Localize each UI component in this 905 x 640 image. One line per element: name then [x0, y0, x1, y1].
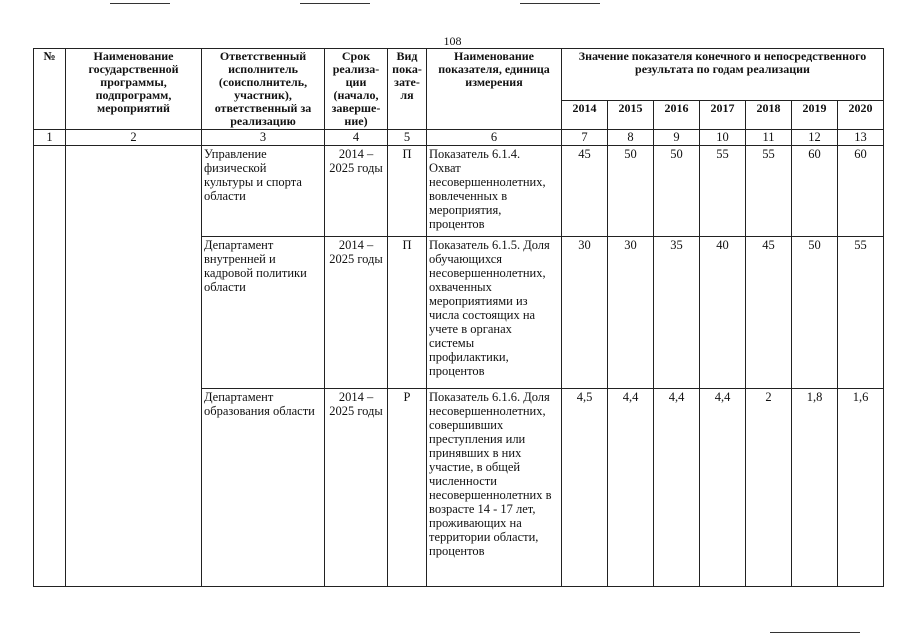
program-name-cell: [66, 146, 202, 587]
header-number: №: [34, 49, 66, 130]
column-number: 12: [792, 130, 838, 146]
column-number: 1: [34, 130, 66, 146]
term-cell: 2014 – 2025 годы: [325, 237, 388, 389]
indicator-name-cell: Показатель 6.1.6. Доля несовершеннолетних, совершивших преступления или принявших в них участие, в общей численности несовершеннолетних в возрасте 14 - 17 лет, проживающих на территории области, процентов: [427, 389, 562, 587]
value-2020: 1,6: [838, 389, 884, 587]
value-2014: 4,5: [562, 389, 608, 587]
column-numbers-row: [34, 130, 884, 146]
column-number: 6: [427, 130, 562, 146]
header-year-2019: 2019: [792, 101, 838, 130]
indicator-name-cell: Показатель 6.1.5. Доля обучающихся несовершеннолетних, охваченных мероприятиями из числа состоящих на учете в органах системы профилактики, процентов: [427, 237, 562, 389]
value-2014: 30: [562, 237, 608, 389]
header-executor: Ответственный исполнитель (соисполнитель, участник), ответственный за реализацию: [202, 49, 325, 130]
scan-artifact-bottom: [770, 632, 860, 633]
scan-artifact-top-3: [520, 3, 600, 4]
column-number: 10: [700, 130, 746, 146]
value-2016: 4,4: [654, 389, 700, 587]
value-2015: 4,4: [608, 389, 654, 587]
value-2020: 55: [838, 237, 884, 389]
value-2014: 45: [562, 146, 608, 237]
header-values-by-year: Значение показателя конечного и непосредственного результата по годам реализации: [562, 49, 884, 101]
header-term: Срок реализа- ции (начало, заверше- ние): [325, 49, 388, 130]
column-number: 11: [746, 130, 792, 146]
executor-cell: Департамент образования области: [202, 389, 325, 587]
header-year-2018: 2018: [746, 101, 792, 130]
executor-cell: Департамент внутренней и кадровой политики области: [202, 237, 325, 389]
scan-artifact-top-1: [110, 3, 170, 4]
executor-cell: Управление физической культуры и спорта области: [202, 146, 325, 237]
header-indicator-type: Вид пока- зате- ля: [388, 49, 427, 130]
value-2018: 2: [746, 389, 792, 587]
row-number-cell: [34, 146, 66, 587]
value-2017: 55: [700, 146, 746, 237]
header-year-2014: 2014: [562, 101, 608, 130]
value-2016: 50: [654, 146, 700, 237]
indicator-table: [33, 48, 884, 587]
value-2018: 55: [746, 146, 792, 237]
indicator-type-cell: П: [388, 146, 427, 237]
column-number: 8: [608, 130, 654, 146]
header-year-2020: 2020: [838, 101, 884, 130]
column-number: 2: [66, 130, 202, 146]
term-cell: 2014 – 2025 годы: [325, 146, 388, 237]
header-indicator-name: Наименование показателя, единица измерения: [427, 49, 562, 130]
value-2015: 30: [608, 237, 654, 389]
header-year-2017: 2017: [700, 101, 746, 130]
page-number: 108: [443, 34, 462, 48]
scan-artifact-top-2: [300, 3, 370, 4]
header-year-2016: 2016: [654, 101, 700, 130]
header-year-2015: 2015: [608, 101, 654, 130]
column-number: 13: [838, 130, 884, 146]
indicator-type-cell: Р: [388, 389, 427, 587]
value-2015: 50: [608, 146, 654, 237]
value-2019: 50: [792, 237, 838, 389]
table-row: [34, 146, 884, 237]
value-2018: 45: [746, 237, 792, 389]
column-number: 3: [202, 130, 325, 146]
value-2019: 1,8: [792, 389, 838, 587]
indicator-type-cell: П: [388, 237, 427, 389]
value-2016: 35: [654, 237, 700, 389]
header-program-name: Наименование государственной программы, подпрограмм, мероприятий: [66, 49, 202, 130]
value-2017: 4,4: [700, 389, 746, 587]
term-cell: 2014 – 2025 годы: [325, 389, 388, 587]
value-2017: 40: [700, 237, 746, 389]
column-number: 7: [562, 130, 608, 146]
value-2020: 60: [838, 146, 884, 237]
column-number: 5: [388, 130, 427, 146]
value-2019: 60: [792, 146, 838, 237]
indicator-name-cell: Показатель 6.1.4. Охват несовершеннолетних, вовлеченных в мероприятия, процентов: [427, 146, 562, 237]
column-number: 4: [325, 130, 388, 146]
column-number: 9: [654, 130, 700, 146]
header-row-1: [34, 49, 884, 101]
